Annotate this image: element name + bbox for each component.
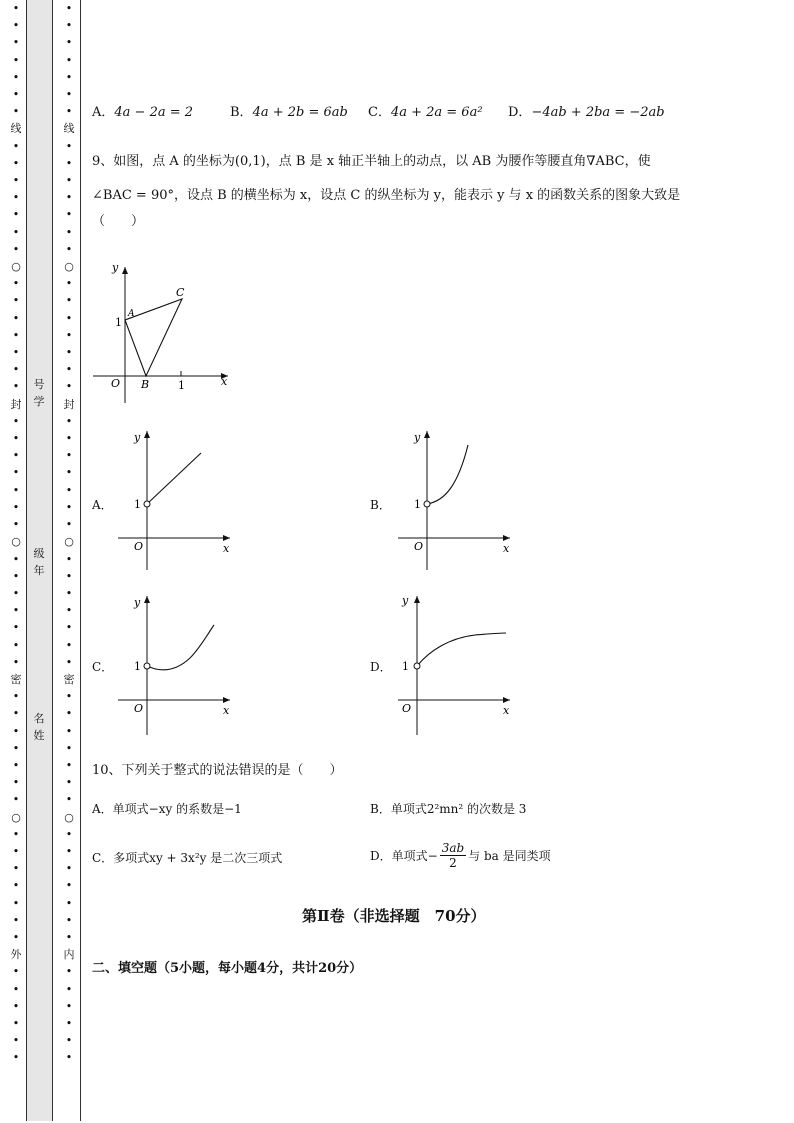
q9-option-a-label: A． xyxy=(92,498,113,512)
fig-one-y: 1 xyxy=(115,316,122,329)
graph-a-x: x xyxy=(223,542,230,555)
fig-origin: O xyxy=(111,377,121,390)
graph-b-x: x xyxy=(503,542,510,555)
fig-point-a: A xyxy=(128,309,135,319)
q9-option-c-graph xyxy=(110,590,240,740)
q8-option-b: B．4a + 2b = 6ab xyxy=(230,105,348,120)
q9-triangle-figure xyxy=(88,255,248,410)
q9-option-a-graph xyxy=(110,425,240,575)
fig-one-x: 1 xyxy=(178,379,185,392)
q9-stem-line1: 9、如图，点 A 的坐标为(0,1)，点 B 是 x 轴正半轴上的动点，以 AB 为腰作等腰直角∇ABC，使 xyxy=(92,154,651,169)
fig-point-c: C xyxy=(176,286,185,299)
q10-option-b: B．单项式2²mn² 的次数是 3 xyxy=(370,802,527,816)
q10-stem: 10、下列关于整式的说法错误的是（ ） xyxy=(92,763,343,778)
q10-option-d: D．单项式− $\frac{3ab}{2}$ 与 ba 是同类项 xyxy=(370,841,551,870)
q9-option-b-label: B． xyxy=(370,498,391,512)
graph-c-x: x xyxy=(223,704,230,717)
graph-b-y: y xyxy=(414,431,421,444)
field-grade: 级 年 xyxy=(33,547,45,577)
q9-stem-line2: ∠BAC = 90°，设点 B 的横坐标为 x，设点 C 的纵坐标为 y，能表示 y 与 x 的函数关系的图象大致是 xyxy=(92,188,681,203)
graph-a-y: y xyxy=(134,431,141,444)
part-ii-title: 第Ⅱ卷（非选择题 70分） xyxy=(302,907,486,925)
field-name: 名 姓 xyxy=(33,712,45,742)
graph-c-origin: O xyxy=(134,702,144,715)
graph-b-origin: O xyxy=(414,540,424,553)
graph-d-x: x xyxy=(503,704,510,717)
graph-c-one: 1 xyxy=(134,660,141,673)
fraction: $\frac{3ab}{2}$ xyxy=(441,841,465,870)
graph-b-one: 1 xyxy=(414,498,421,511)
q10-option-c: C．多项式xy + 3x²y 是二次三项式 xyxy=(92,851,283,865)
fig-x-label: x xyxy=(221,375,228,388)
inner-seal-dots: • • • • • • • 线 • • • • • • • ○ • • • • • • • 封 • • • • • • • ○ • • • • • • • 密 • • • • • • • ○ • • • • • • • 内 • • • • • • xyxy=(63,2,75,1065)
q9-option-d-label: D． xyxy=(370,660,392,674)
section-2-title: 二、填空题（5小题，每小题4分，共计20分） xyxy=(92,961,363,976)
q9-stem-line3: （ ） xyxy=(92,214,145,229)
q10-option-a: A．单项式−xy 的系数是−1 xyxy=(92,802,242,816)
outer-seal-dots: • • • • • • • 线 • • • • • • • ○ • • • • • • • 封 • • • • • • • ○ • • • • • • • 密 • • • • • • • ○ • • • • • • • 外 • • • • • • xyxy=(10,2,22,1065)
q9-option-d-graph xyxy=(390,590,520,740)
q9-option-c-label: C． xyxy=(92,660,114,674)
graph-d-one: 1 xyxy=(402,660,409,673)
graph-d-origin: O xyxy=(402,702,412,715)
q8-option-c: C．4a + 2a = 6a² xyxy=(368,105,483,120)
graph-a-one: 1 xyxy=(134,498,141,511)
fig-y-label: y xyxy=(112,261,119,274)
field-student-number: 号 学 xyxy=(33,378,45,408)
graph-a-origin: O xyxy=(134,540,144,553)
q9-option-b-graph xyxy=(390,425,520,575)
fig-point-b: B xyxy=(141,378,150,391)
graph-d-y: y xyxy=(402,594,409,607)
q8-option-a: A．4a − 2a = 2 xyxy=(92,105,194,120)
q8-option-d: D．−4ab + 2ba = −2ab xyxy=(508,105,665,120)
graph-c-y: y xyxy=(134,596,141,609)
